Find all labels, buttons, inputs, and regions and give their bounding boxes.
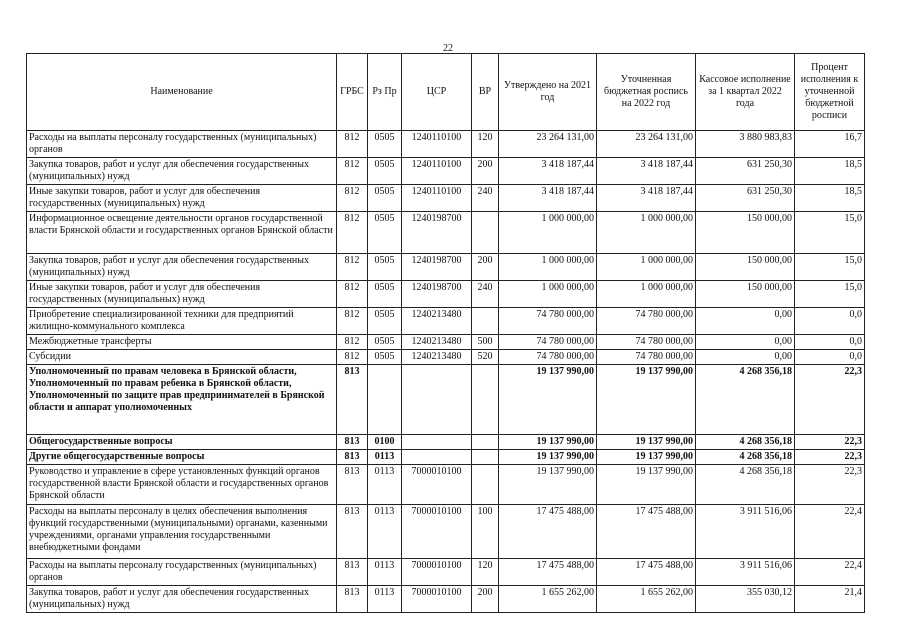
row-percent: 18,5 bbox=[795, 185, 865, 212]
column-header: Рз Пр bbox=[368, 54, 402, 131]
row-refined-2022: 19 137 990,00 bbox=[597, 435, 696, 450]
row-refined-2022: 19 137 990,00 bbox=[597, 365, 696, 435]
row-cash-q1-2022: 150 000,00 bbox=[696, 254, 795, 281]
row-grbs: 812 bbox=[337, 185, 368, 212]
row-approved-2021: 19 137 990,00 bbox=[499, 365, 597, 435]
column-header: ЦСР bbox=[402, 54, 472, 131]
table-row bbox=[27, 212, 865, 254]
row-name: Закупка товаров, работ и услуг для обеспечения государственных (муниципальных) нужд bbox=[27, 158, 337, 185]
row-vr: 500 bbox=[472, 335, 499, 350]
row-refined-2022: 17 475 488,00 bbox=[597, 559, 696, 586]
row-csr bbox=[402, 435, 472, 450]
row-rzpr: 0113 bbox=[368, 586, 402, 613]
row-cash-q1-2022: 4 268 356,18 bbox=[696, 465, 795, 505]
row-percent: 22,3 bbox=[795, 465, 865, 505]
table-row bbox=[27, 365, 865, 435]
row-cash-q1-2022: 150 000,00 bbox=[696, 212, 795, 254]
row-name: Информационное освещение деятельности органов государственной власти Брянской области и государственных органов Брянской области bbox=[27, 212, 337, 254]
row-rzpr: 0113 bbox=[368, 465, 402, 505]
row-vr bbox=[472, 212, 499, 254]
row-approved-2021: 74 780 000,00 bbox=[499, 308, 597, 335]
row-refined-2022: 19 137 990,00 bbox=[597, 450, 696, 465]
row-rzpr: 0505 bbox=[368, 185, 402, 212]
row-rzpr: 0505 bbox=[368, 212, 402, 254]
column-header: Утверждено на 2021 год bbox=[499, 54, 597, 131]
table-row bbox=[27, 254, 865, 281]
row-refined-2022: 3 418 187,44 bbox=[597, 158, 696, 185]
row-cash-q1-2022: 3 880 983,83 bbox=[696, 131, 795, 158]
row-vr: 240 bbox=[472, 185, 499, 212]
row-refined-2022: 19 137 990,00 bbox=[597, 465, 696, 505]
row-vr: 200 bbox=[472, 586, 499, 613]
row-refined-2022: 1 000 000,00 bbox=[597, 212, 696, 254]
row-percent: 16,7 bbox=[795, 131, 865, 158]
row-rzpr: 0113 bbox=[368, 450, 402, 465]
row-vr: 200 bbox=[472, 158, 499, 185]
row-grbs: 813 bbox=[337, 465, 368, 505]
row-approved-2021: 1 000 000,00 bbox=[499, 254, 597, 281]
row-percent: 22,4 bbox=[795, 505, 865, 559]
row-cash-q1-2022: 150 000,00 bbox=[696, 281, 795, 308]
row-refined-2022: 74 780 000,00 bbox=[597, 308, 696, 335]
row-approved-2021: 19 137 990,00 bbox=[499, 450, 597, 465]
row-cash-q1-2022: 4 268 356,18 bbox=[696, 365, 795, 435]
row-percent: 21,4 bbox=[795, 586, 865, 613]
row-grbs: 813 bbox=[337, 505, 368, 559]
row-rzpr: 0505 bbox=[368, 158, 402, 185]
row-rzpr: 0505 bbox=[368, 350, 402, 365]
column-header: Уточненная бюджетная роспись на 2022 год bbox=[597, 54, 696, 131]
row-approved-2021: 1 000 000,00 bbox=[499, 212, 597, 254]
row-percent: 22,3 bbox=[795, 450, 865, 465]
row-grbs: 813 bbox=[337, 559, 368, 586]
row-percent: 0,0 bbox=[795, 335, 865, 350]
row-percent: 18,5 bbox=[795, 158, 865, 185]
row-approved-2021: 1 000 000,00 bbox=[499, 281, 597, 308]
row-csr: 7000010100 bbox=[402, 559, 472, 586]
table-row bbox=[27, 131, 865, 158]
row-csr: 1240110100 bbox=[402, 185, 472, 212]
row-refined-2022: 1 655 262,00 bbox=[597, 586, 696, 613]
row-vr: 100 bbox=[472, 505, 499, 559]
row-vr: 240 bbox=[472, 281, 499, 308]
row-approved-2021: 17 475 488,00 bbox=[499, 559, 597, 586]
row-grbs: 812 bbox=[337, 281, 368, 308]
table-row bbox=[27, 185, 865, 212]
row-grbs: 813 bbox=[337, 450, 368, 465]
row-rzpr: 0505 bbox=[368, 254, 402, 281]
row-csr bbox=[402, 450, 472, 465]
row-cash-q1-2022: 0,00 bbox=[696, 350, 795, 365]
row-name: Общегосударственные вопросы bbox=[27, 435, 337, 450]
table-row bbox=[27, 281, 865, 308]
row-rzpr: 0505 bbox=[368, 308, 402, 335]
column-header: Процент исполнения к уточненной бюджетной росписи bbox=[795, 54, 865, 131]
row-name: Другие общегосударственные вопросы bbox=[27, 450, 337, 465]
table-row bbox=[27, 335, 865, 350]
row-rzpr: 0113 bbox=[368, 505, 402, 559]
row-percent: 22,3 bbox=[795, 365, 865, 435]
row-vr: 520 bbox=[472, 350, 499, 365]
table-row bbox=[27, 505, 865, 559]
row-refined-2022: 23 264 131,00 bbox=[597, 131, 696, 158]
row-cash-q1-2022: 4 268 356,18 bbox=[696, 450, 795, 465]
row-vr bbox=[472, 435, 499, 450]
row-rzpr: 0505 bbox=[368, 131, 402, 158]
row-grbs: 812 bbox=[337, 308, 368, 335]
row-approved-2021: 74 780 000,00 bbox=[499, 335, 597, 350]
row-percent: 0,0 bbox=[795, 308, 865, 335]
row-approved-2021: 1 655 262,00 bbox=[499, 586, 597, 613]
row-csr: 1240198700 bbox=[402, 254, 472, 281]
row-percent: 0,0 bbox=[795, 350, 865, 365]
row-rzpr: 0505 bbox=[368, 281, 402, 308]
table-row bbox=[27, 435, 865, 450]
row-cash-q1-2022: 355 030,12 bbox=[696, 586, 795, 613]
row-grbs: 812 bbox=[337, 212, 368, 254]
row-csr: 1240213480 bbox=[402, 335, 472, 350]
row-name: Закупка товаров, работ и услуг для обеспечения государственных (муниципальных) нужд bbox=[27, 586, 337, 613]
row-csr: 1240198700 bbox=[402, 212, 472, 254]
row-csr: 7000010100 bbox=[402, 586, 472, 613]
row-vr: 120 bbox=[472, 131, 499, 158]
row-name: Расходы на выплаты персоналу в целях обеспечения выполнения функций государственными (муниципальными) органами, казенными учреждениями, органами управления государственными внебюджетными фондами bbox=[27, 505, 337, 559]
row-cash-q1-2022: 4 268 356,18 bbox=[696, 435, 795, 450]
row-refined-2022: 1 000 000,00 bbox=[597, 254, 696, 281]
row-name: Иные закупки товаров, работ и услуг для обеспечения государственных (муниципальных) нужд bbox=[27, 281, 337, 308]
row-rzpr bbox=[368, 365, 402, 435]
row-cash-q1-2022: 0,00 bbox=[696, 308, 795, 335]
row-name: Руководство и управление в сфере установленных функций органов государственной власти Брянской области и государственных органов Брянской области bbox=[27, 465, 337, 505]
row-csr: 7000010100 bbox=[402, 505, 472, 559]
row-csr: 7000010100 bbox=[402, 465, 472, 505]
row-grbs: 813 bbox=[337, 435, 368, 450]
row-name: Уполномоченный по правам человека в Брянской области, Уполномоченный по правам ребенка в Брянской области, Уполномоченный по защите прав предпринимателей в Брянской области и аппарат уполномоченных bbox=[27, 365, 337, 435]
row-vr bbox=[472, 465, 499, 505]
row-percent: 22,4 bbox=[795, 559, 865, 586]
row-name: Расходы на выплаты персоналу государственных (муниципальных) органов bbox=[27, 559, 337, 586]
column-header: ВР bbox=[472, 54, 499, 131]
budget-table bbox=[26, 53, 865, 613]
row-approved-2021: 19 137 990,00 bbox=[499, 435, 597, 450]
row-cash-q1-2022: 3 911 516,06 bbox=[696, 505, 795, 559]
row-grbs: 812 bbox=[337, 158, 368, 185]
column-header: Наименование bbox=[27, 54, 337, 131]
row-csr: 1240110100 bbox=[402, 131, 472, 158]
row-csr bbox=[402, 365, 472, 435]
table-row bbox=[27, 350, 865, 365]
row-grbs: 812 bbox=[337, 131, 368, 158]
row-approved-2021: 74 780 000,00 bbox=[499, 350, 597, 365]
row-cash-q1-2022: 631 250,30 bbox=[696, 185, 795, 212]
row-csr: 1240198700 bbox=[402, 281, 472, 308]
row-percent: 22,3 bbox=[795, 435, 865, 450]
row-csr: 1240110100 bbox=[402, 158, 472, 185]
table-row bbox=[27, 559, 865, 586]
row-cash-q1-2022: 3 911 516,06 bbox=[696, 559, 795, 586]
row-percent: 15,0 bbox=[795, 254, 865, 281]
row-name: Субсидии bbox=[27, 350, 337, 365]
table-row bbox=[27, 450, 865, 465]
row-rzpr: 0505 bbox=[368, 335, 402, 350]
row-name: Расходы на выплаты персоналу государственных (муниципальных) органов bbox=[27, 131, 337, 158]
row-refined-2022: 74 780 000,00 bbox=[597, 350, 696, 365]
row-percent: 15,0 bbox=[795, 212, 865, 254]
row-grbs: 812 bbox=[337, 335, 368, 350]
row-vr bbox=[472, 365, 499, 435]
row-grbs: 812 bbox=[337, 350, 368, 365]
table-row bbox=[27, 465, 865, 505]
row-rzpr: 0113 bbox=[368, 559, 402, 586]
table-row bbox=[27, 308, 865, 335]
row-approved-2021: 23 264 131,00 bbox=[499, 131, 597, 158]
row-grbs: 813 bbox=[337, 586, 368, 613]
row-approved-2021: 3 418 187,44 bbox=[499, 185, 597, 212]
row-approved-2021: 19 137 990,00 bbox=[499, 465, 597, 505]
row-approved-2021: 3 418 187,44 bbox=[499, 158, 597, 185]
row-cash-q1-2022: 631 250,30 bbox=[696, 158, 795, 185]
row-name: Приобретение специализированной техники для предприятий жилищно-коммунального комплекса bbox=[27, 308, 337, 335]
row-percent: 15,0 bbox=[795, 281, 865, 308]
row-name: Иные закупки товаров, работ и услуг для обеспечения государственных (муниципальных) нужд bbox=[27, 185, 337, 212]
row-vr: 200 bbox=[472, 254, 499, 281]
row-refined-2022: 3 418 187,44 bbox=[597, 185, 696, 212]
row-name: Межбюджетные трансферты bbox=[27, 335, 337, 350]
row-vr: 120 bbox=[472, 559, 499, 586]
table-row bbox=[27, 158, 865, 185]
row-grbs: 813 bbox=[337, 365, 368, 435]
row-csr: 1240213480 bbox=[402, 308, 472, 335]
row-refined-2022: 1 000 000,00 bbox=[597, 281, 696, 308]
table-row bbox=[27, 586, 865, 613]
row-csr: 1240213480 bbox=[402, 350, 472, 365]
column-header: Кассовое исполнение за 1 квартал 2022 года bbox=[696, 54, 795, 131]
row-vr bbox=[472, 450, 499, 465]
page-number: 22 bbox=[443, 43, 453, 54]
row-refined-2022: 74 780 000,00 bbox=[597, 335, 696, 350]
table-header-row bbox=[27, 54, 865, 131]
row-refined-2022: 17 475 488,00 bbox=[597, 505, 696, 559]
row-rzpr: 0100 bbox=[368, 435, 402, 450]
row-grbs: 812 bbox=[337, 254, 368, 281]
row-name: Закупка товаров, работ и услуг для обеспечения государственных (муниципальных) нужд bbox=[27, 254, 337, 281]
column-header: ГРБС bbox=[337, 54, 368, 131]
row-vr bbox=[472, 308, 499, 335]
row-cash-q1-2022: 0,00 bbox=[696, 335, 795, 350]
row-approved-2021: 17 475 488,00 bbox=[499, 505, 597, 559]
